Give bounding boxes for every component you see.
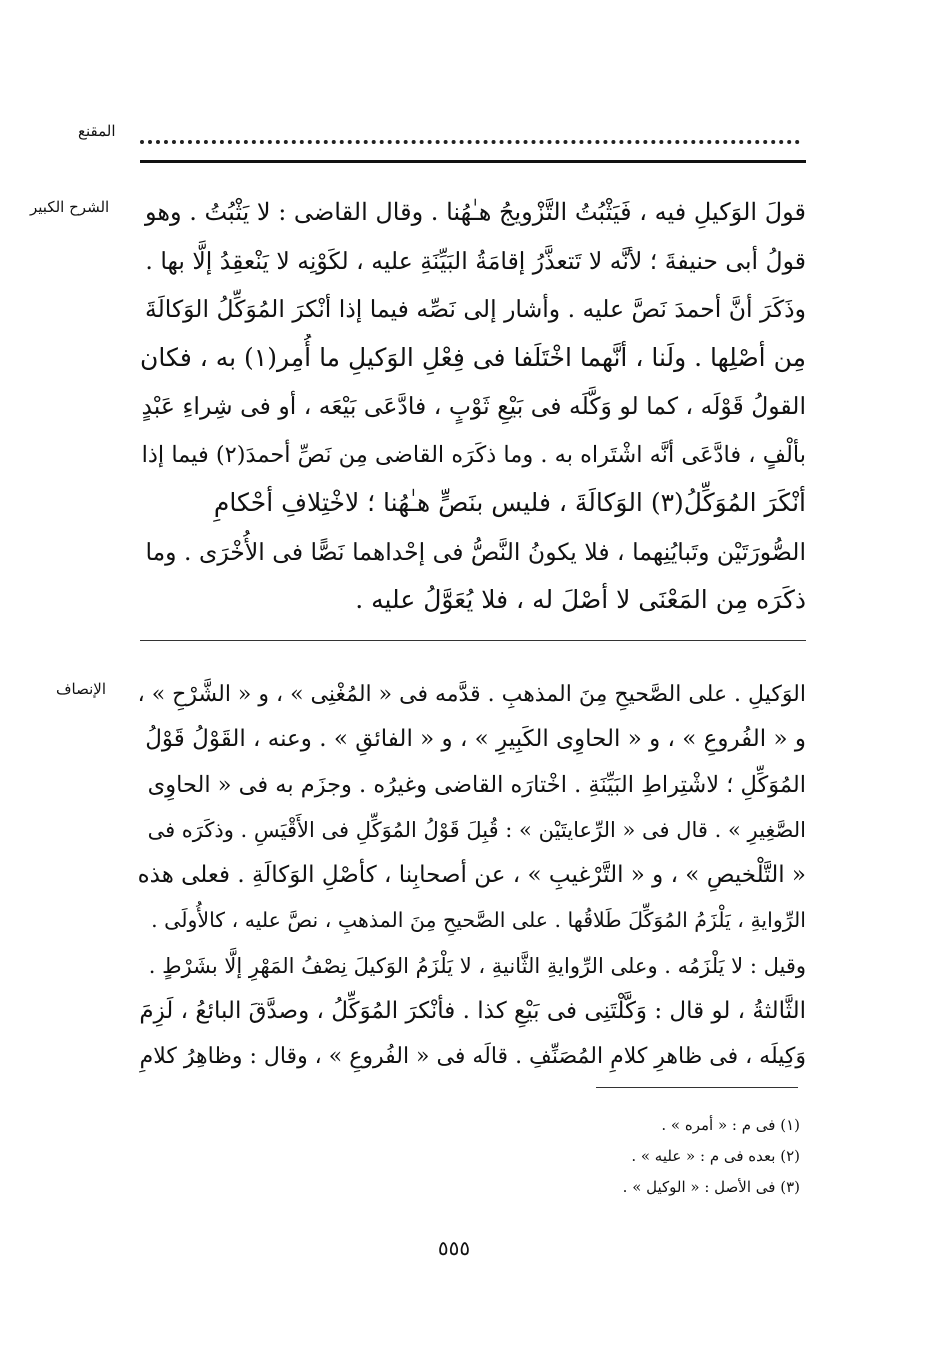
text-line: القولُ قَوْلَه ، كما لو وَكَّلَه فى بَيْعِ ثَوْبٍ ، فادَّعَى بَيْعَه ، أو فى شِراءِ عَبْدٍ: [141, 392, 806, 420]
text-line: وَكِيلَه ، فى ظاهرِ كلامِ المُصَنِّفِ . قالَه فى « الفُروعِ » ، وقال : وظاهِرُ كلامِ: [139, 1044, 806, 1070]
section-label-insaf: الإنصاف: [56, 680, 107, 698]
text-line: وقيل : لا يَلْزَمُه . وعلى الرِّوايةِ الثَّانيةِ ، لا يَلْزَمُ الوَكيلَ نِصْفُ المَهْرِ إلَّا بشَرْطٍ .: [148, 953, 806, 978]
text-line: الرِّوايةِ ، يَلْزَمُ المُوَكِّلَ طَلاقُها . على الصَّحيحِ مِنَ المذهبِ ، نصَّ عليه ، كالأُولَى .: [151, 908, 806, 933]
text-line: المُوَكِّلِ ؛ لاشْتِراطِ البَيِّنَةِ . اخْتارَه القاضى وغيرُه . وجزَم به فى « الحاوِى: [147, 771, 806, 798]
text-line: مِن أصْلِها . ولَنا ، أنَّهما اخْتَلَفا فى فِعْلِ الوَكيلِ ما أُمِر(١) به ، فكان: [140, 342, 806, 372]
text-line: « التَّلْخيصِ » ، و « التَّرْغيبِ » ، عن أصحابِنا ، كأصْلِ الوَكالَةِ . فعلى هذه: [138, 862, 806, 889]
text-line: الصَّغِيرِ » . قال فى « الرِّعايتَيْن » : قُبِلَ قَوْلُ المُوَكِّلِ فى الأَقْيَسِ . وذكَرَه فى: [147, 817, 806, 842]
book-title: المقنع: [78, 122, 116, 140]
page-number: ٥٥٥: [437, 1236, 471, 1260]
section-divider: [140, 640, 806, 641]
text-line: و « الفُروعِ » ، و « الحاوِى الكَبِيرِ » ، و « الفائقِ » . وعنه ، القَوْلُ قَوْلُ: [145, 726, 806, 753]
header-rule: [140, 160, 806, 163]
footnotes: [560, 1110, 800, 1203]
footnote: (٣) فى الأصل : « الوكيل » .: [622, 1178, 800, 1196]
text-line: وذَكَرَ أنَّ أحمدَ نَصَّ عليه . وأشار إلى نَصِّه فيما إذا أنْكرَ المُوَكِّلُ الوَكالَةَ: [145, 295, 806, 323]
text-line: الصُّورَتَيْن وتَبايُنِهما ، فلا يكونُ النَّصُّ فى إحْداهما نَصًّا فى الأُخْرَى . وما: [145, 537, 806, 566]
footnote: (١) فى م : « أمره » .: [661, 1116, 800, 1134]
text-line: قولَ الوَكيلِ فيه ، فَيَثْبُتُ التَّزْويجُ هـٰهُنا . وقال القاضى : لا يَثْبُتُ . وهو: [145, 198, 806, 226]
section-label-sharh: الشرح الكبير: [30, 198, 110, 216]
footnote: (٢) بعده فى م : « عليه » .: [631, 1147, 800, 1165]
header-dotted-rule: [140, 124, 800, 144]
text-line: قولُ أبى حنيفةَ ؛ لأنَّه لا تَتعذَّرُ إقامَةُ البَيِّنَةِ عليه ، لكَوْنِه لا يَنْعقِدُ إلَّا بها .: [145, 246, 806, 275]
text-line: أنْكَرَ المُوَكِّلُ(٣) الوَكالَةَ ، فليس بنَصٍّ هـٰهُنا ؛ لاخْتِلافِ أحْكامِ: [213, 488, 806, 517]
text-line: بألْفٍ ، فادَّعَى أنَّه اشْتَراه به . وما ذكَرَه القاضى مِن نَصِّ أحمدَ(٢) فيما إذا: [141, 441, 806, 468]
footnote-rule: [596, 1087, 798, 1088]
text-line: الثَّالثةُ ، لو قال : وَكَّلْتَنِى فى بَيْعِ كذا . فأنْكرَ المُوَكِّلُ ، وصدَّقَ البائعُ ، لَزِمَ: [139, 998, 806, 1025]
sharh-text: [138, 188, 806, 625]
text-line: الوَكيلِ . على الصَّحيحِ مِنَ المذهبِ . قدَّمه فى « المُغْنِى » ، و « الشَّرْحِ » ،: [138, 682, 806, 707]
insaf-text: [138, 672, 806, 1080]
text-line: ذكَرَه مِن المَعْنَى لا أصْلَ له ، فلا يُعَوَّلُ عليه .: [355, 585, 806, 614]
